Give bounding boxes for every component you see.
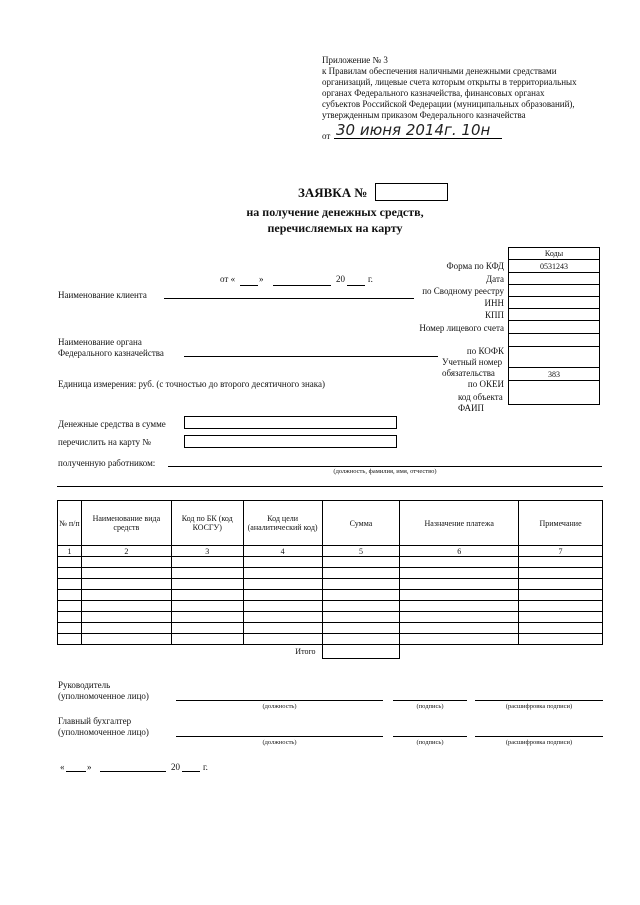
table-row[interactable]	[58, 623, 603, 634]
appendix-text-line: утвержденным приказом Федерального казначейства	[322, 110, 526, 120]
date-ot-label: от «	[220, 274, 236, 284]
accountant-position-field[interactable]	[176, 736, 383, 737]
accountant-label: (уполномоченное лицо)	[58, 727, 149, 737]
appendix-ot-label: от	[322, 131, 331, 141]
head-position-caption: (должность)	[262, 703, 297, 710]
head-label: Руководитель	[58, 680, 111, 690]
col-number-label: 1	[58, 546, 82, 557]
client-name-field[interactable]	[164, 298, 414, 299]
appendix-text-line: органах Федерального казначейства, финансовых органах	[322, 88, 545, 98]
label-inn: ИНН	[484, 298, 504, 308]
unit-label: Единица измерения: руб. (с точностью до второго десятичного знака)	[58, 379, 325, 389]
head-decoding-caption: (расшифровка подписи)	[505, 703, 573, 710]
codes-table	[508, 247, 600, 405]
appendix-text-line: субъектов Российской Федерации (муниципальных образований),	[322, 99, 575, 109]
received-caption: (должность, фамилия, имя, отчество)	[333, 468, 437, 475]
col-number-label: 5	[322, 546, 400, 557]
head-position-field[interactable]	[176, 700, 383, 701]
date-year-field[interactable]	[347, 285, 365, 286]
code-account-number[interactable]	[509, 321, 600, 334]
total-label: Итого	[295, 647, 316, 657]
code-svodny-reestr[interactable]	[509, 285, 600, 297]
bottom-date-open: «	[60, 762, 65, 772]
label-date: Дата	[486, 274, 504, 284]
col-header-number: № п/п	[58, 501, 82, 546]
bottom-date-close: »	[87, 762, 92, 772]
bottom-date-year-field[interactable]	[182, 771, 200, 772]
col-header-target-code: Код цели (аналитический код)	[243, 501, 322, 546]
table-row[interactable]	[58, 579, 603, 590]
received-field[interactable]	[168, 466, 602, 467]
total-row	[58, 645, 603, 659]
appendix-text-line: к Правилам обеспечения наличными денежными средствами	[322, 66, 557, 76]
table-row[interactable]	[58, 557, 603, 568]
col-number-label: 4	[243, 546, 322, 557]
col-number-label: 2	[81, 546, 171, 557]
accountant-signature-caption: (подпись)	[416, 739, 444, 746]
bottom-date-day-field[interactable]	[66, 771, 86, 772]
form-title: ЗАЯВКА №	[298, 185, 368, 200]
appendix-number: Приложение № 3	[322, 55, 388, 65]
table-row[interactable]	[58, 590, 603, 601]
bottom-date-month-field[interactable]	[100, 771, 166, 772]
treasury-label: Наименование органа	[58, 337, 142, 347]
sum-field[interactable]	[184, 416, 397, 429]
col-header-fund-type: Наименование вида средств	[81, 501, 171, 546]
col-header-purpose: Назначение платежа	[400, 501, 519, 546]
form-subtitle: перечисляемых на карту	[267, 221, 403, 235]
head-signature-field[interactable]	[393, 700, 467, 701]
code-faip[interactable]	[509, 381, 600, 405]
col-number-label: 6	[400, 546, 519, 557]
sum-label: Денежные средства в сумме	[58, 419, 166, 429]
code-obligation-number[interactable]	[509, 347, 600, 368]
code-okei[interactable]: 383	[509, 368, 600, 381]
accountant-position-caption: (должность)	[262, 739, 297, 746]
date-month-field[interactable]	[273, 285, 331, 286]
date-quote-close: »	[259, 274, 264, 284]
col-header-note: Примечание	[519, 501, 603, 546]
label-account-number: Номер лицевого счета	[419, 323, 504, 333]
received-field-line2[interactable]	[57, 486, 603, 487]
label-faip: код объекта ФАИП	[458, 392, 503, 413]
col-number-label: 7	[519, 546, 603, 557]
head-signature-caption: (подпись)	[416, 703, 444, 710]
label-kfd: Форма по КФД	[446, 261, 504, 271]
label-kpp: КПП	[484, 310, 504, 320]
col-header-bk-code: Код по БК (код КОСГУ)	[171, 501, 243, 546]
bottom-date-year-prefix: 20	[171, 762, 180, 772]
accountant-decoding-caption: (расшифровка подписи)	[505, 739, 573, 746]
codes-header: Коды	[509, 248, 600, 260]
table-row[interactable]	[58, 634, 603, 645]
appendix-text-line: организаций, лицевые счета которым открыты в территориальных	[322, 77, 577, 87]
treasury-label: Федерального казначейства	[58, 348, 164, 358]
payments-table	[57, 500, 603, 659]
code-kofk[interactable]	[509, 334, 600, 347]
date-day-field[interactable]	[240, 285, 258, 286]
table-row[interactable]	[58, 601, 603, 612]
code-inn[interactable]	[509, 297, 600, 309]
treasury-field[interactable]	[184, 356, 438, 357]
head-decoding-field[interactable]	[475, 700, 603, 701]
table-row[interactable]	[58, 612, 603, 623]
bottom-date-year-suffix: г.	[203, 762, 208, 772]
form-subtitle: на получение денежных средств,	[246, 205, 424, 219]
label-svodny-reestr: по Сводному реестру	[422, 286, 504, 296]
handwritten-order-date: 30 июня 2014г. 10н	[336, 121, 491, 139]
label-kofk: по КОФК	[466, 346, 504, 356]
application-number-box[interactable]	[375, 183, 448, 201]
table-row[interactable]	[58, 568, 603, 579]
date-year-suffix: г.	[368, 274, 373, 284]
code-kpp[interactable]	[509, 309, 600, 321]
code-date[interactable]	[509, 273, 600, 285]
date-year-prefix: 20	[336, 274, 345, 284]
client-name-label: Наименование клиента	[58, 290, 147, 300]
code-kfd[interactable]: 0531243	[509, 260, 600, 273]
col-header-sum: Сумма	[322, 501, 400, 546]
label-obligation-number: Учетный номер обязательства	[442, 357, 503, 378]
card-label: перечислить на карту №	[58, 437, 151, 447]
accountant-signature-field[interactable]	[393, 736, 467, 737]
accountant-decoding-field[interactable]	[475, 736, 603, 737]
card-number-field[interactable]	[184, 435, 397, 448]
received-label: полученную работником:	[58, 458, 156, 468]
order-date-underline	[334, 138, 502, 139]
accountant-label: Главный бухгалтер	[58, 716, 132, 726]
col-number-label: 3	[171, 546, 243, 557]
total-sum-cell[interactable]	[322, 645, 400, 659]
label-okei: по ОКЕИ	[467, 379, 504, 389]
head-label: (уполномоченное лицо)	[58, 691, 149, 701]
